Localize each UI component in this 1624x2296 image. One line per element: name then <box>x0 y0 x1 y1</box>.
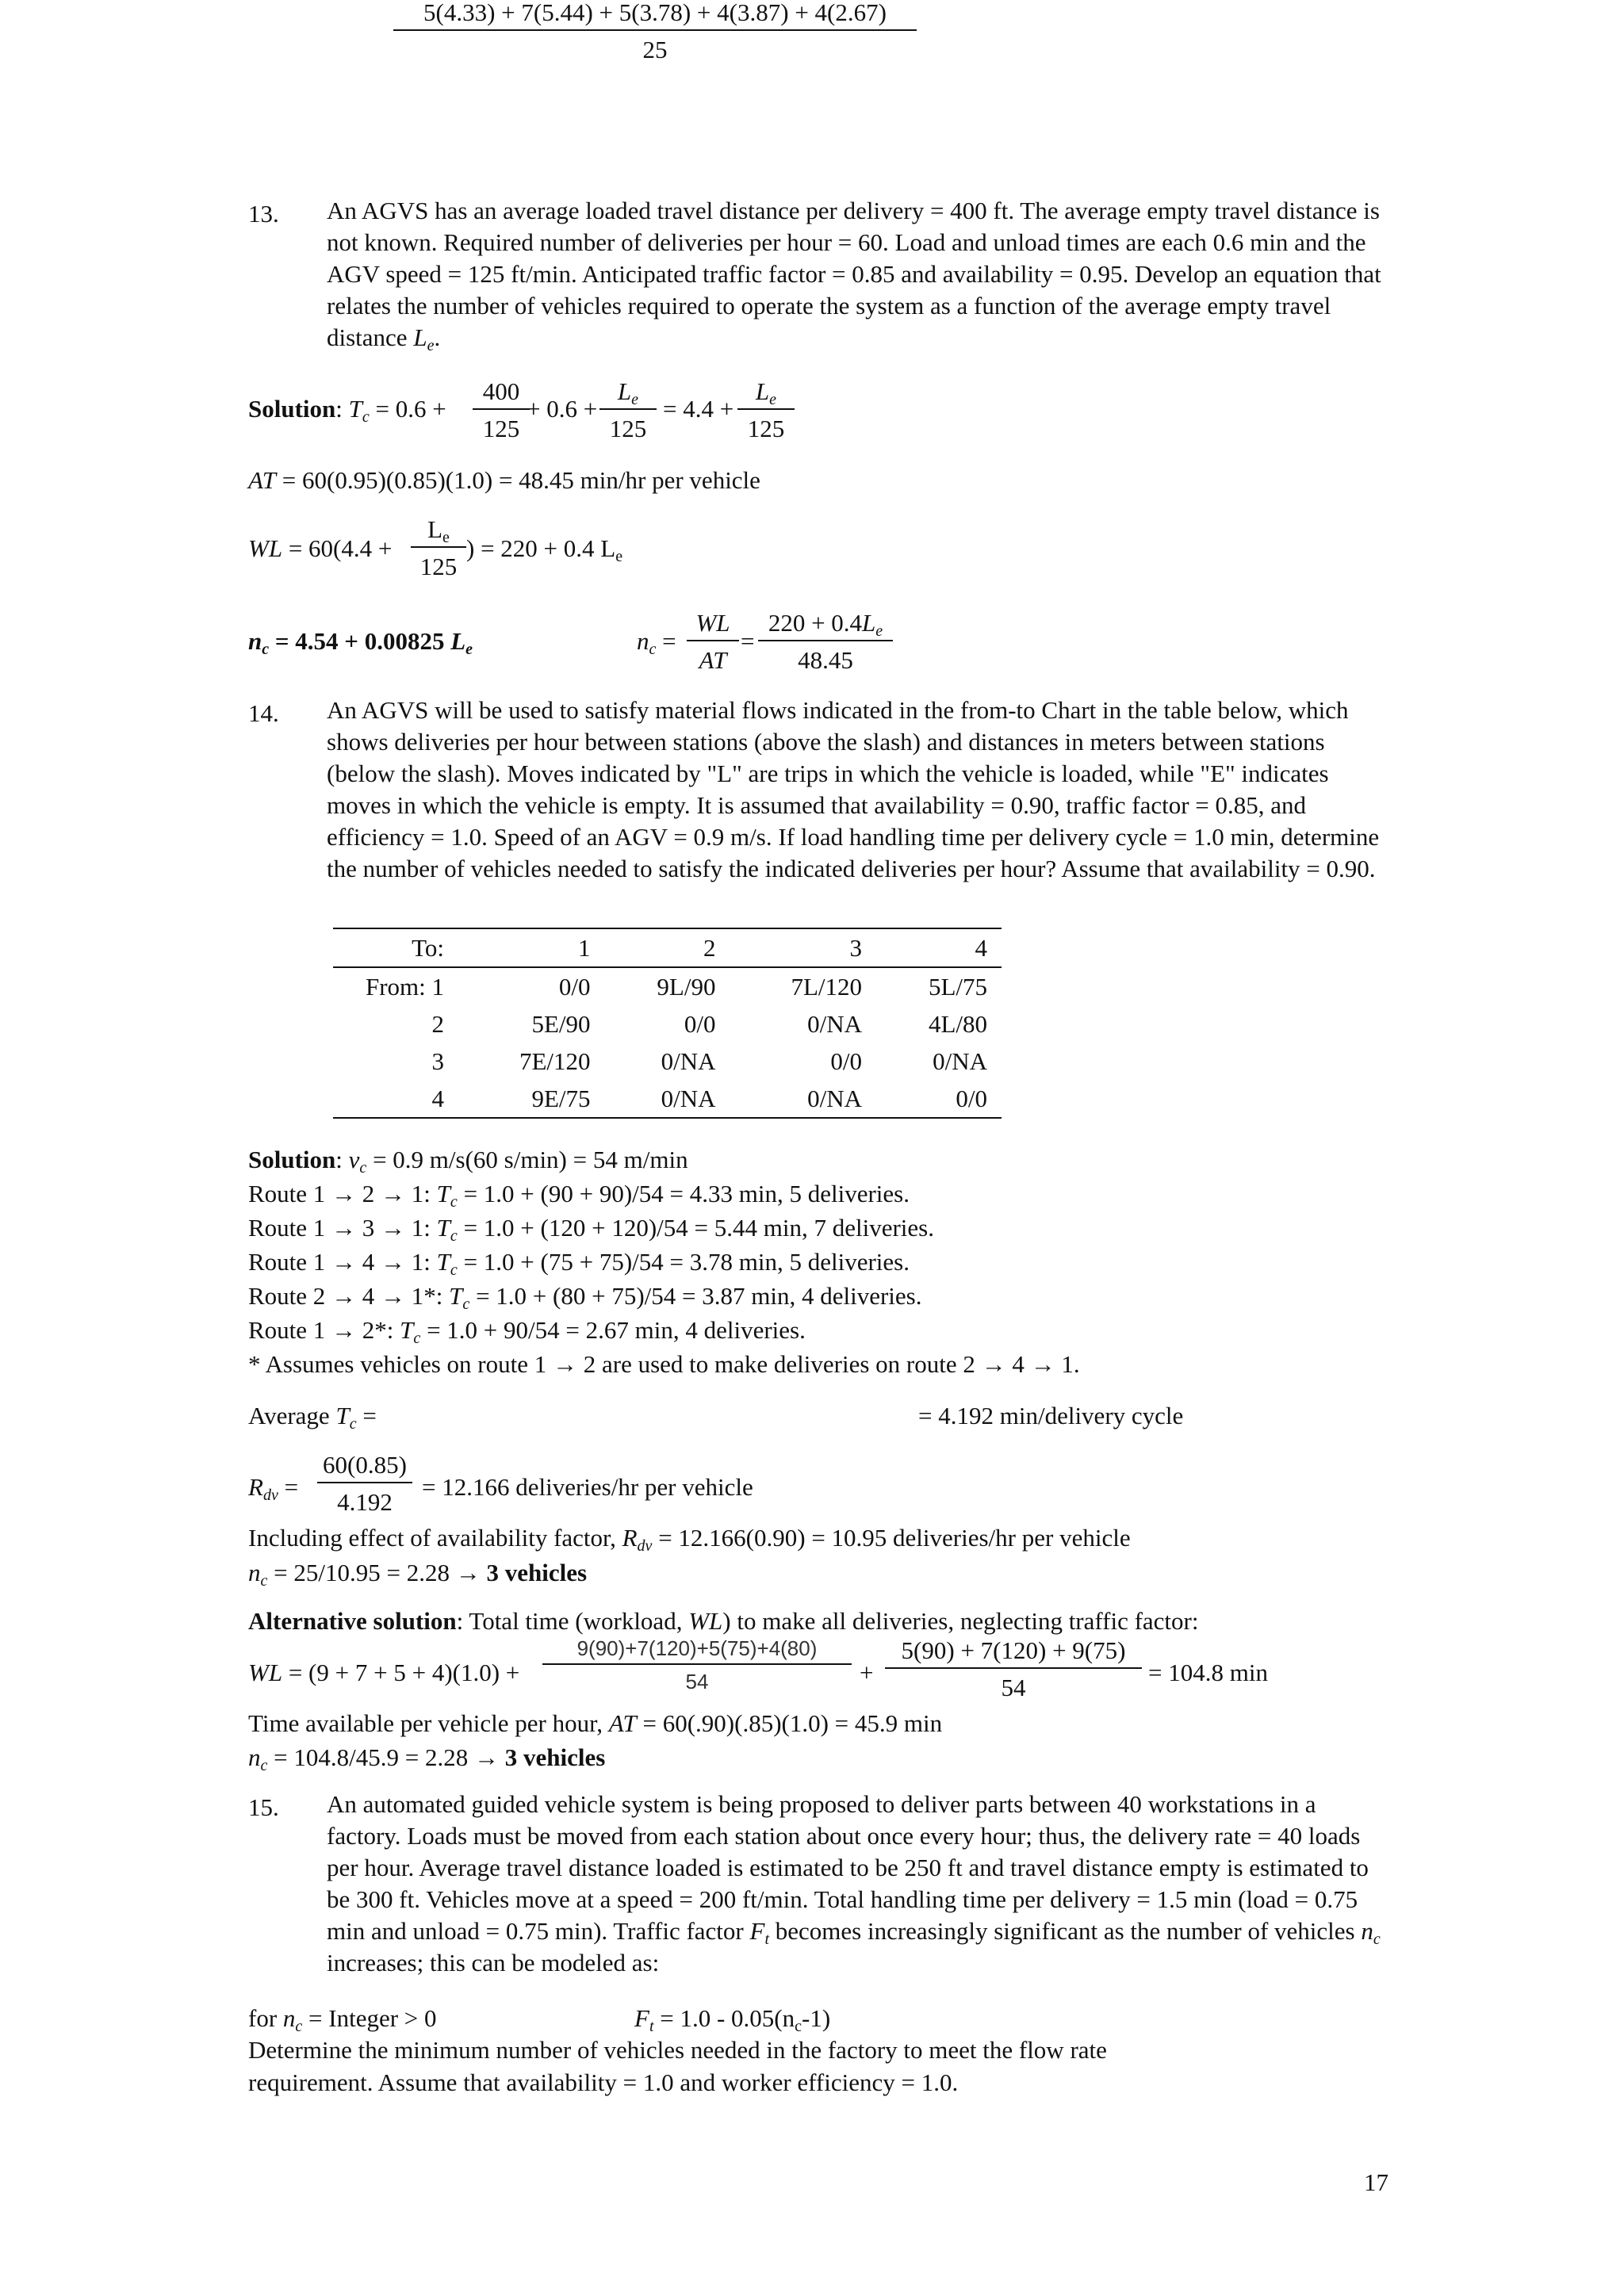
table-row <box>333 967 1002 1005</box>
table-cell: 7L/120 <box>791 972 863 1001</box>
table-cell: From: 1 <box>365 972 444 1001</box>
fraction-average-tc: $\frac{5(4.33) + 7(5.44) + 5(3.78) + 4(3.87) + 4(2.67)}{25}$ <box>393 0 917 62</box>
fraction-wl-le-125: $\frac{L_e}{125}$ <box>411 517 466 579</box>
nc-integer-condition: for $n_c$ = Integer > 0 <box>248 2004 437 2035</box>
table-cell: 0/0 <box>684 1009 716 1038</box>
problem-15-text: An automated guided vehicle system is being proposed to deliver parts between 40 workstations in a factory. Loads must be moved from each station about once every hour; thus, the delivery rate = 40 loads per hour. Average travel distance loaded is estimated to be 250 ft and travel distance empty is estimated to be 300 ft. Vehicles move at a speed = 200 ft/min. Total handling time per delivery = 1.5 min (load = 0.75 min and unload = 0.75 min). Traffic factor $F_t$ becomes increasingly significant as the number of vehicles $n_c$ increases; this can be modeled as: <box>327 1790 1381 1976</box>
problem-14-nc-line: $n_c = 25/10.95 = 2.28 \to 3$ vehicles <box>248 1559 588 1590</box>
problem-15-requirement-1: Determine the minimum number of vehicles needed in the factory to meet the flow rate <box>248 2036 1107 2064</box>
header-cell: 1 <box>458 928 605 967</box>
header-cell: 2 <box>605 928 730 967</box>
table-cell: 0/0 <box>876 1080 1002 1118</box>
table-cell: 4L/80 <box>928 1009 987 1038</box>
table-cell: 0/NA <box>933 1047 987 1075</box>
equals-4-4: = 4.4 + <box>663 395 734 423</box>
alternative-solution-line: Alternative solution: Total time (workload, WL) to make all deliveries, neglecting traffic factor: <box>248 1607 1199 1635</box>
alt-wl-lead: WL = (9 + 7 + 5 + 4)(1.0) + <box>248 1659 520 1686</box>
fraction-wl-loaded: $\frac{9(90)+7(120)+5(75)+4(80)}{54}$ <box>542 1638 852 1692</box>
route-line: Route 1 → 2*: $T_c = 1.0 + 90/54 = 2.67$ min, 4 deliveries. <box>248 1316 806 1347</box>
fraction-400-125: $\frac{400}{125}$ <box>473 379 530 441</box>
table-cell: 0/NA <box>807 1009 863 1038</box>
plus-0-6: + 0.6 + <box>527 395 598 423</box>
route-line: Route 1 → 4 → 1: $T_c = 1.0 + (75 + 75)/54 = 3.78$ min, 5 deliveries. <box>248 1248 910 1279</box>
problem-14-number: 14. <box>248 699 279 727</box>
table-cell: 5L/75 <box>928 972 987 1001</box>
table-cell: 0/NA <box>661 1047 716 1075</box>
route-footnote: * Assumes vehicles on route 1 → 2 are used to make deliveries on route 2 → 4 → 1. <box>248 1350 1080 1378</box>
problem-13-nc-equation-lead: $n_c$ = <box>637 627 676 658</box>
header-cell: To: <box>333 928 458 967</box>
table-cell: 2 <box>431 1009 444 1038</box>
table-cell: 9E/75 <box>458 1080 605 1118</box>
table-cell: 0/NA <box>605 1080 730 1118</box>
table-cell: 4 <box>333 1080 458 1118</box>
equals-sign: = <box>741 627 755 655</box>
table-cell: 0/0 <box>558 972 591 1001</box>
problem-13-tc-lead: Solution: $T_c = 0.6$ + <box>248 395 446 426</box>
table-row <box>333 1005 1002 1043</box>
table-cell: 5E/90 <box>531 1009 591 1038</box>
fraction-220-0-4le: $\frac{220 + 0.4L_e}{48.45}$ <box>758 610 893 672</box>
rdv-result: = 12.166 deliveries/hr per vehicle <box>422 1473 753 1501</box>
table-cell: 7E/120 <box>519 1047 591 1075</box>
problem-15-requirement-2: requirement. Assume that availability = 1.0 and worker efficiency = 1.0. <box>248 2068 959 2096</box>
table-row <box>333 1043 1002 1080</box>
availability-line: Including effect of availability factor, $R_{dv} = 12.166(0.90) = 10.95$ deliveries/hr per vehicle <box>248 1524 1131 1555</box>
traffic-factor-equation: $F_t = 1.0 - 0.05(n_c-1)$ <box>634 2004 831 2035</box>
problem-14-text: An AGVS will be used to satisfy material flows indicated in the from-to Chart in the table below, which shows deliveries per hour between stations (above the slash) and distances in meters between stations (below the slash). Moves indicated by "L" are trips in which the vehicle is loaded, while "E" indicates moves in which the vehicle is empty. It is assumed that availability = 0.90, traffic factor = 0.85, and efficiency = 1.0. Speed of an AGV = 0.9 m/s. If load handling time per delivery cycle = 1.0 min, determine the number of vehicles needed to satisfy the indicated deliveries per hour? Assume that availability = 0.90. <box>327 696 1380 882</box>
problem-13-nc-result: $n_c = 4.54 + 0.00825$ $L_e$ <box>248 627 473 658</box>
alt-wl-result: = 104.8 min <box>1148 1659 1268 1686</box>
fraction-wl-at: $\frac{WL}{AT}$ <box>687 610 739 672</box>
fraction-rdv: $\frac{60(0.85)}{4.192}$ <box>317 1452 412 1514</box>
from-to-header-row <box>333 928 1002 967</box>
problem-14-nc-alt-line: $n_c = 104.8/45.9 = 2.28 \to 3$ vehicles <box>248 1743 606 1774</box>
time-available-line: Time available per vehicle per hour, AT = 60(.90)(.85)(1.0) = 45.9 min <box>248 1709 943 1737</box>
table-cell: 9L/90 <box>657 972 716 1001</box>
page-number: 17 <box>1364 2168 1388 2196</box>
average-tc-result: = 4.192 min/delivery cycle <box>918 1402 1184 1429</box>
problem-13-at-line: AT = 60(0.95)(0.85)(1.0) = 48.45 min/hr per vehicle <box>248 466 760 494</box>
table-cell: 0/NA <box>730 1080 876 1118</box>
average-tc-lead: Average $T_c$ = <box>248 1402 377 1433</box>
problem-13-wl-lead: WL = 60(4.4 + <box>248 534 393 562</box>
problem-13-number: 13. <box>248 200 279 228</box>
header-cell: 4 <box>876 928 1002 967</box>
problem-13-wl-result: ) = 220 + 0.4 $L_e$ <box>466 534 623 565</box>
from-to-chart <box>333 928 1002 1119</box>
header-cell: 3 <box>730 928 876 967</box>
table-row <box>333 1080 1002 1118</box>
problem-13-text: An AGVS has an average loaded travel distance per delivery = 400 ft. The average empty travel distance is not known. Required number of deliveries per hour = 60. Load and unload times are each 0.6 min and the AGV speed = 125 ft/min. Anticipated traffic factor = 0.85 and availability = 0.95. Develop an equation that relates the number of vehicles required to operate the system as a function of the average empty travel distance $L_e$. <box>327 197 1381 354</box>
plus-sign: + <box>860 1659 874 1686</box>
fraction-wl-empty: $\frac{5(90) + 7(120) + 9(75)}{54}$ <box>885 1638 1142 1700</box>
problem-14-speed-line: Solution: $v_c = 0.9$ m/s(60 s/min) = 54 m/min <box>248 1146 688 1177</box>
route-line: Route 2 → 4 → 1*: $T_c = 1.0 + (80 + 75)/54 = 3.87$ min, 4 deliveries. <box>248 1282 922 1313</box>
fraction-le-125: $\frac{L_e}{125}$ <box>599 379 657 441</box>
route-line: Route 1 → 3 → 1: $T_c = 1.0 + (120 + 120)/54 = 5.44$ min, 7 deliveries. <box>248 1214 934 1245</box>
route-line: Route 1 → 2 → 1: $T_c = 1.0 + (90 + 90)/54 = 4.33$ min, 5 deliveries. <box>248 1180 910 1211</box>
rdv-lead: $R_{dv}$ = <box>248 1473 299 1504</box>
fraction-le-125-b: $\frac{L_e}{125}$ <box>737 379 795 441</box>
table-cell: 0/0 <box>830 1047 863 1075</box>
problem-15-number: 15. <box>248 1793 279 1821</box>
table-cell: 3 <box>431 1047 444 1075</box>
